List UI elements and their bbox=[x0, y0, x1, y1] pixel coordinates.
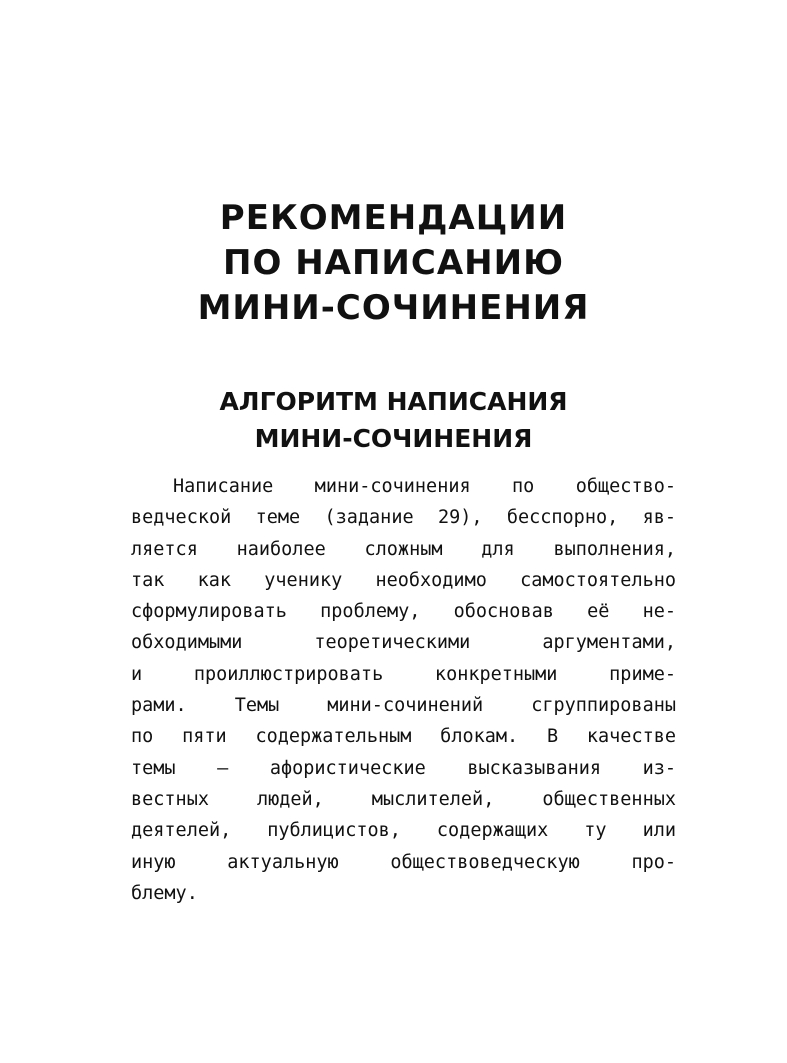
paragraph-line: иную актуальную обществоведческую про- bbox=[131, 851, 676, 873]
paragraph-line: деятелей, публицистов, содержащих ту или bbox=[131, 820, 676, 842]
paragraph-line: ляется наиболее сложным для выполнения, bbox=[131, 538, 676, 560]
paragraph-line: так как ученику необходимо самостоятельно bbox=[131, 569, 676, 591]
chapter-title-line: РЕКОМЕНДАЦИИ bbox=[219, 198, 568, 238]
paragraph-line: Написание мини-сочинения по общество- bbox=[173, 476, 676, 497]
paragraph-line: ведческой теме (задание 29), бесспорно, яв- bbox=[131, 507, 676, 529]
paragraph-line: сформулировать проблему, обосновав её не- bbox=[131, 601, 676, 623]
body-paragraph bbox=[131, 471, 676, 909]
paragraph-line: темы — афористические высказывания из- bbox=[131, 757, 676, 779]
paragraph-line: и проиллюстрировать конкретными приме- bbox=[131, 663, 676, 685]
section-title-line: МИНИ-СОЧИНЕНИЯ bbox=[254, 424, 533, 453]
section-title bbox=[0, 383, 787, 457]
chapter-title-line: ПО НАПИСАНИЮ bbox=[223, 243, 564, 283]
chapter-title-line: МИНИ-СОЧИНЕНИЯ bbox=[197, 288, 590, 328]
paragraph-line: обходимыми теоретическими аргументами, bbox=[131, 632, 676, 654]
paragraph-line: рами. Темы мини-сочинений сгруппированы bbox=[131, 695, 676, 717]
paragraph-line: вестных людей, мыслителей, общественных bbox=[131, 788, 676, 810]
paragraph-line: по пяти содержательным блокам. В качестве bbox=[131, 726, 676, 748]
section-title-line: АЛГОРИТМ НАПИСАНИЯ bbox=[219, 387, 568, 416]
chapter-title bbox=[0, 196, 787, 331]
paragraph-line: блему. bbox=[131, 882, 198, 904]
